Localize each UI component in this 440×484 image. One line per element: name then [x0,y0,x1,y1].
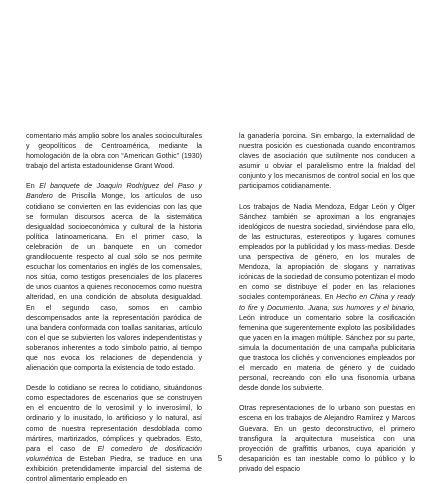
body-text: de Esteban Piedra, se traduce en una exhibición pretendidamente imparcial del sistema de control alimentario empleado en [26,454,202,483]
italic-title-text: Documento. Juana, sus humores y el binario, [267,303,415,312]
paragraph [26,383,202,484]
body-text: comentario más amplio sobre los anales socioculturales y geopolíticos de Centroamérica, mediante la homologación de la obra con “American Gothic” (1930) trabajo del artista estadounidense Grant Wood. [26,132,202,171]
body-text: Los trabajos de Nadia Mendoza, Edgar León y Ólger Sánchez también se aproximan a los engranajes ideológicos de nuestra sociedad, sirviéndose para ello, de las estructuras, estereotipos y lugares comunes empleados por la publicidad y los mass-medias. Desde una perspectiva de género, en los murales de Mendoza, la apropiación de slogans y narrativas icónicas de la sociedad de consumo potentizan el modo en como se distribuye el poder en las relaciones sociales contemporáneas. En [239,202,415,302]
italic-title-text: Hecho en China y ready to fire [239,293,415,312]
body-text: León introduce un comentario sobre la cosificación femenina que sugerentemente exploto las posibilidades que yacen en la imagen múltiple. Sánchez por su parte, simula la documentación de una campaña publicitaria que trastoca los clichés y convenciones empleados por el mercado en materia de género y de cuidado personal, recreando con ello una fisonomía urbana desde donde los subvierte. [239,313,415,393]
left-column [26,131,202,484]
body-text: En [26,182,40,191]
body-text: Desde lo cotidiano se recrea lo cotidiano, situándonos como espectadores de escenarios que se construyen en el encuentro de lo verosímil y lo inverosímil, lo ordinario y lo inusitado, lo artificioso y lo natural, así como de nuestra representación desdoblada como mártires, martirizados, cómplices y quebrados. Esto, para el caso de [26,384,202,453]
paragraph [239,403,415,474]
body-text: de Priscilla Monge, los artículos de uso cotidiano se convierten en las evidencias con las que se formulan discursos acerca de la sistemática desigualdad socioeconómica y cultural de la historia política latinoamericana. En el primer caso, la celebración de un banquete en un comedor grandilocuente respecto al cual sólo se nos permite escuchar los comentarios en inglés de los comensales, nos sitúa, como testigos presenciales de los placeres de unos cuantos a quienes reconocemos como nuestra alteridad, en una condición de absoluta desigualdad. En el segundo caso, somos en cambio descompensados ante la representación paródica de una bandera conformada con toallas sanitarias, artículo con el que se subvierten los valores independentistas y soberanos inherentes a todo símbolo patrio, al tiempo que nos evoca los relaciones de dependencia y alienación que comporta la existencia de todo estado. [26,192,202,373]
paragraph [26,131,202,171]
paragraph [239,131,415,192]
body-text: la ganadería porcina. Sin embargo, la externalidad de nuestra posición es cuestionada cuando encontramos claves de asociación que sutilmente nos conducen a asumir u obviar el paralelismo entre la frialdad del conjunto y los mecanismos de control social en los que participamos cotidianamente. [239,132,415,191]
right-column [239,131,415,474]
body-text: y [257,303,268,312]
body-text: Otras representaciones de lo urbano son puestas en escena en los trabajos de Alejandro Ramírez y Marcos Guevara. En un gesto deconstructivo, el primero transfigura la arquitectura museística con una proyección de graffittis urbanos, cuya aparición y desaparición es tan inestable como lo público y lo privado del espacio [239,404,415,473]
paragraph [239,202,415,394]
paragraph [26,181,202,373]
page-number: 5 [217,454,223,463]
italic-title-text: El banquete de Joaquín Rodríguez del Paso y Bandero [26,182,202,201]
italic-title-text: El comedero de dosificación volumétrica [26,444,202,463]
